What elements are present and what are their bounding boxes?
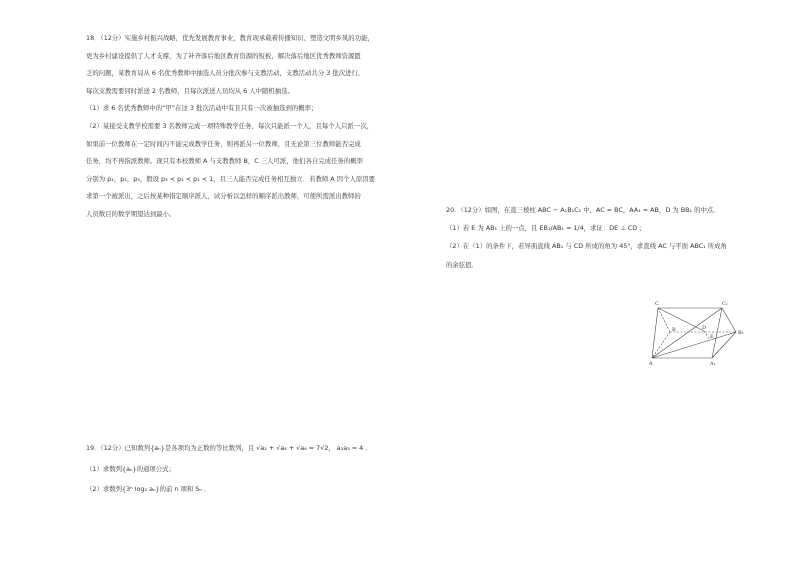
label-d: D — [702, 325, 707, 331]
label-e: E — [710, 334, 714, 340]
label-c: C — [655, 301, 659, 307]
q18-line: 如果前一位教师在一定时间内不能完成教学任务，则再派另一位教师，且无论第三位教师能否完成 — [86, 139, 361, 148]
q19-line: （1）求数列{aₙ}的通项公式； — [86, 464, 175, 473]
q19-line: 19．（12分）已知数列{aₙ}是各项均为正数的等比数列，且 √a₂ + √a₄ + √a₆ = 7√2， a₂a₃ = 4 ． — [86, 444, 372, 452]
label-a1: A₁ — [710, 361, 716, 367]
label-c1: C₁ — [722, 301, 728, 307]
q18-line: （1）求 6 名优秀教师中的“甲”在这 3 批次活动中有且只有一次被抽选到的概率； — [86, 104, 318, 113]
q18-line: 更为乡村建设提供了人才支撑，为了补齐落后地区教育资源的短板，解决落后地区优秀教师资源匮 — [86, 51, 361, 60]
q18-line: 乏的问题，某教育局从 6 名优秀教师中抽选人员分批次参与支教活动，支教活动共分 3 批次进行， — [86, 69, 365, 78]
question-19 — [86, 444, 408, 506]
q18-line: 18．（12分）实施乡村振兴战略，优先发展教育事业，教育现承载着传播知识、塑造文明乡风的功能， — [86, 34, 374, 42]
question-18 — [86, 34, 408, 228]
edge-c-b — [658, 308, 670, 332]
q20-line: 的余弦值． — [446, 260, 478, 269]
q20-line: （2）在（1）的条件下，若异面直线 AB₁ 与 CD 所成的角为 45°，求直线 AC 与平面 ABC₁ 所成角 — [446, 242, 727, 251]
label-a: A — [649, 361, 653, 367]
edge-c1-b1 — [722, 308, 736, 332]
q18-line: 每次支教需要同时派送 2 名教师，且每次派送人员均从 6 人中随机抽选。 — [86, 86, 294, 95]
edge-c-d — [658, 308, 707, 331]
question-20 — [446, 206, 766, 279]
q18-line: 求第一个被派出，之后按某种指定顺序派人，试分析以怎样的顺序派出教师，可使所需派出教师的 — [86, 192, 361, 201]
q18-line: 分别为 p₁，p₂，p₃，假设 p₃ < p₂ < p₁ < 1，且三人能否完成任务相互独立．若教师 A 因个人原因要 — [86, 174, 376, 183]
edge-a-b1 — [652, 332, 736, 358]
q18-line: 任务，均不再指派教师。现只有本校教师 A 与支教教师 B，C 三人可派，他们各自完成任务的概率 — [86, 157, 363, 166]
prism-edges — [652, 308, 736, 358]
edge-c1-a1 — [712, 308, 722, 358]
q18-line: 人员数目的数学期望达到最小。 — [86, 209, 176, 218]
q18-line: （2）某接受支教学校需要 3 名教师完成一项特殊教学任务，每次只能派一个人，且每个人只派一次， — [86, 121, 373, 130]
edge-a-c1 — [652, 308, 722, 358]
label-b1: B₁ — [738, 330, 744, 336]
label-b: B — [672, 327, 676, 333]
q20-line: 20．（12分）如图，在直三棱柱 ABC − A₁B₁C₁ 中，AC = BC，AA₁ = AB，D 为 BB₁ 的中点． — [446, 206, 720, 214]
q20-line: （1）若 E 为 AB₁ 上的一点，且 EB₁/AB₁ = 1/4，求证：DE ⊥ CD ； — [446, 224, 646, 233]
prism-figure — [644, 296, 770, 370]
q19-line: （2）求数列{3ⁿ log₂ aₙ}的前 n 项和 Sₙ ． — [86, 485, 211, 493]
